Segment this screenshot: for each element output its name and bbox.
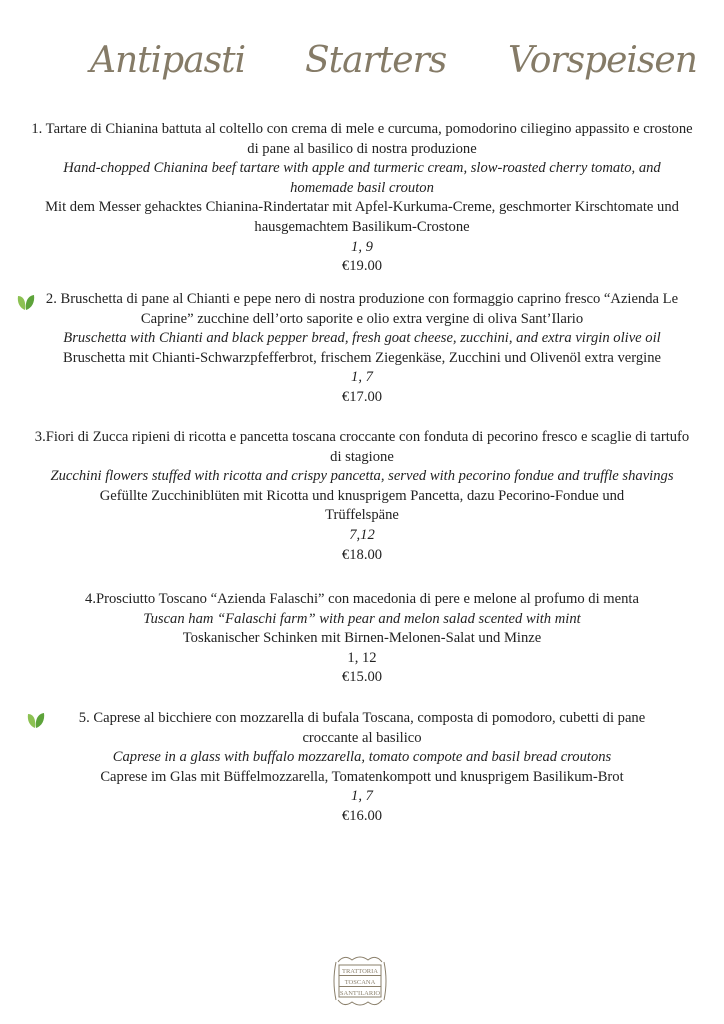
price: €16.00 bbox=[341, 807, 383, 824]
italian-description: 2. Bruschetta di pane al Chianti e pepe nero di nostra produzione con formaggio caprino fresco “Azienda Le Caprine” zucchine dell’orto saporite e olio extra vergine di oliva Sant’Ilario bbox=[45, 291, 679, 327]
title-vorspeisen: Vorspeisen bbox=[508, 40, 697, 81]
svg-text:TRATTORIA: TRATTORIA bbox=[342, 968, 378, 975]
english-description: Bruschetta with Chianti and black pepper bread, fresh goat cheese, zucchini, and extra virgin olive oil bbox=[63, 330, 661, 347]
menu-item-2 bbox=[30, 290, 694, 408]
german-description: Mit dem Messer gehacktes Chianina-Rindertatar mit Apfel-Kurkuma-Creme, geschmorter Kirschtomate und hausgemachtem Basilikum-Crostone bbox=[45, 199, 679, 235]
price: €15.00 bbox=[341, 669, 383, 686]
english-description: Caprese in a glass with buffalo mozzarella, tomato compote and basil bread croutons bbox=[112, 749, 612, 766]
title-starters: Starters bbox=[305, 40, 447, 81]
italian-description: 4.Prosciutto Toscano “Azienda Falaschi” con macedonia di pere e melone al profumo di menta bbox=[85, 591, 639, 607]
english-description: Zucchini flowers stuffed with ricotta and crispy pancetta, served with pecorino fondue and truffle shavings bbox=[50, 468, 674, 485]
german-description: Bruschetta mit Chianti-Schwarzpfefferbrot, frischem Ziegenkäse, Zucchini und Olivenöl extra vergine bbox=[62, 349, 661, 366]
german-description: Caprese im Glas mit Büffelmozzarella, Tomatenkompott und knusprigem Basilikum-Brot bbox=[100, 768, 624, 785]
italian-description: 5. Caprese al bicchiere con mozzarella di bufala Toscana, composta di pomodoro, cubetti di pane croccante al basilico bbox=[78, 710, 646, 746]
price: €19.00 bbox=[341, 258, 383, 275]
allergens: 1, 9 bbox=[351, 238, 373, 255]
italian-description: 1. Tartare di Chianina battuta al coltello con crema di mele e curcuma, pomodorino ciliegino appassito e crostone di pane al basilico di nostra produzione bbox=[31, 121, 693, 157]
italian-description: 3.Fiori di Zucca ripieni di ricotta e pancetta toscana croccante con fonduta di pecorino fresco e scaglie di tartufo di stagione bbox=[34, 429, 690, 465]
title-antipasti: Antipasti bbox=[90, 40, 246, 81]
svg-text:TOSCANA: TOSCANA bbox=[344, 979, 376, 986]
allergens: 1, 12 bbox=[347, 649, 377, 666]
menu-item-1 bbox=[30, 120, 694, 277]
german-description: Toskanischer Schinken mit Birnen-Melonen-Salat und Minze bbox=[182, 630, 542, 647]
menu-item-3 bbox=[30, 428, 694, 565]
price: €17.00 bbox=[341, 388, 383, 405]
menu-item-5 bbox=[30, 709, 694, 827]
svg-text:SANT'ILARIO: SANT'ILARIO bbox=[339, 990, 381, 997]
trattoria-logo bbox=[330, 952, 390, 1010]
english-description: Tuscan ham “Falaschi farm” with pear and melon salad scented with mint bbox=[143, 610, 581, 627]
price: €18.00 bbox=[341, 546, 383, 563]
allergens: 1, 7 bbox=[351, 788, 373, 805]
menu-item-4 bbox=[30, 590, 694, 688]
allergens: 1, 7 bbox=[351, 369, 373, 386]
german-description: Gefüllte Zucchiniblüten mit Ricotta und knusprigem Pancetta, dazu Pecorino-Fondue und Trüffelspäne bbox=[99, 487, 625, 524]
allergens: 7,12 bbox=[349, 526, 375, 543]
english-description: Hand-chopped Chianina beef tartare with apple and turmeric cream, slow-roasted cherry tomato, and homemade basil crouton bbox=[63, 160, 661, 196]
